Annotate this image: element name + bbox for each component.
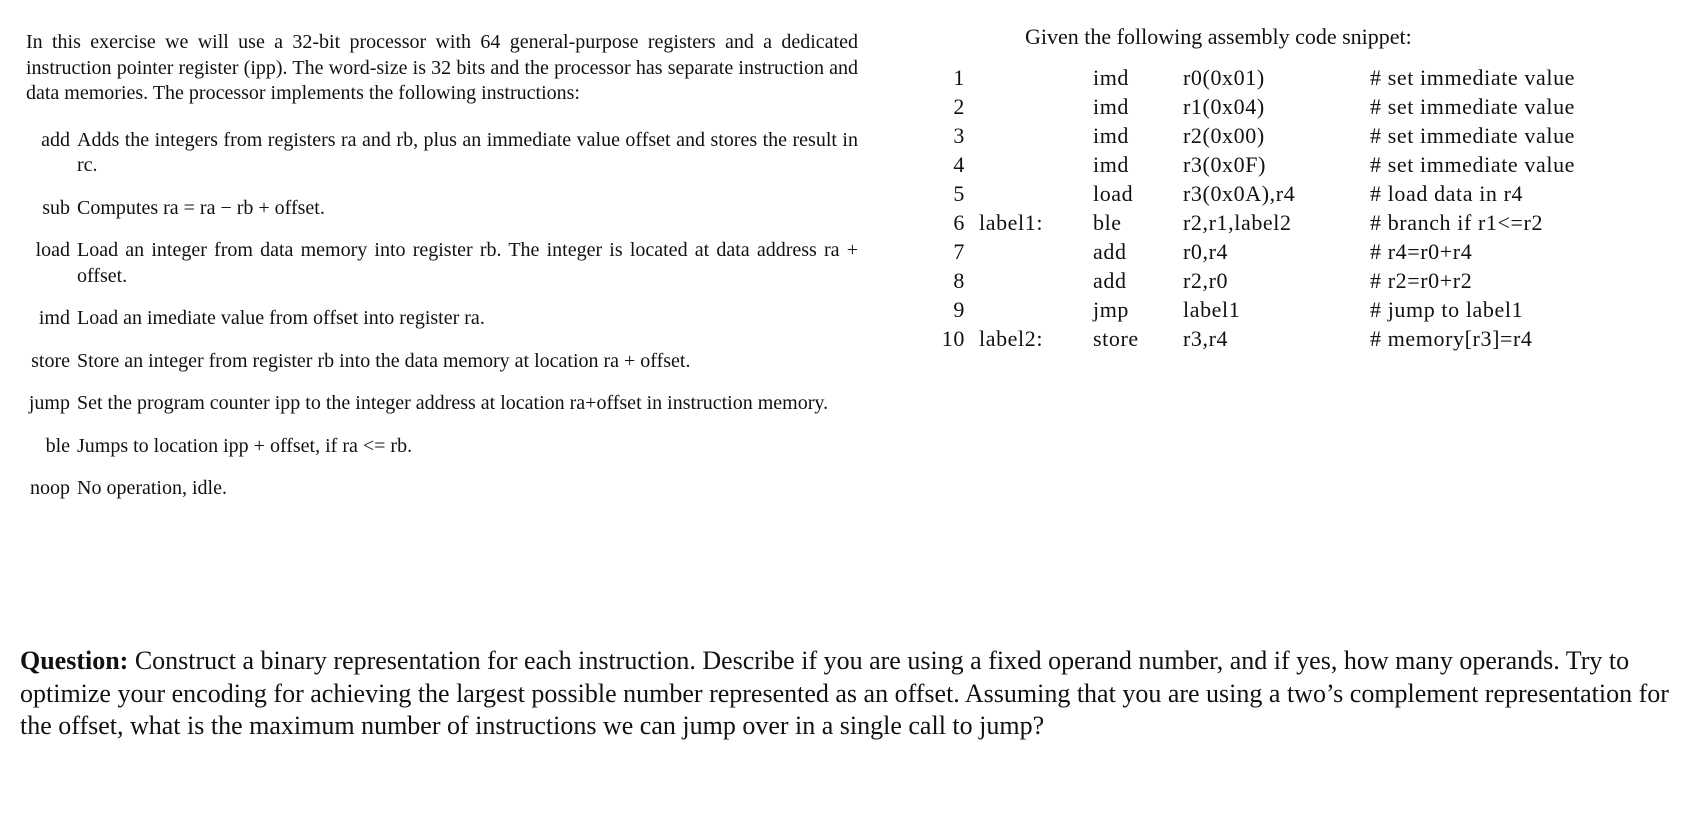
- line-number: 3: [953, 123, 965, 148]
- code-comment: # load data in r4: [1370, 181, 1524, 206]
- code-operands: r2(0x00): [1183, 123, 1265, 148]
- code-operands: r0,r4: [1183, 239, 1229, 264]
- line-number: 9: [953, 297, 965, 322]
- instruction-mnemonic: sub: [42, 196, 70, 219]
- question-label: Question:: [20, 646, 129, 675]
- line-number: 4: [953, 152, 965, 177]
- code-comment: # r2=r0+r2: [1370, 268, 1473, 293]
- code-opcode: jmp: [1093, 297, 1130, 322]
- code-comment: # set immediate value: [1370, 94, 1576, 119]
- line-number: 2: [953, 94, 965, 119]
- code-label: label2:: [979, 326, 1044, 351]
- code-opcode: imd: [1093, 94, 1130, 119]
- line-number: 8: [953, 268, 965, 293]
- code-operands: r3(0x0F): [1183, 152, 1267, 177]
- code-opcode: imd: [1093, 65, 1130, 90]
- instruction-mnemonic: jump: [28, 392, 70, 414]
- code-operands: r2,r0: [1183, 268, 1229, 293]
- instruction-description: Load an imediate value from offset into register ra.: [77, 307, 485, 329]
- instruction-description: Adds the integers from registers ra and rb, plus an immediate value offset and stores the result in rc.: [77, 128, 858, 176]
- code-operands: r2,r1,label2: [1183, 210, 1292, 235]
- code-comment: # jump to label1: [1370, 297, 1524, 322]
- question-paragraph: [20, 645, 1675, 743]
- line-number: 10: [941, 326, 965, 351]
- instruction-item: [20, 306, 858, 332]
- instruction-item: [20, 238, 858, 289]
- code-line: [935, 295, 1694, 324]
- code-title: Given the following assembly code snippet:: [1025, 24, 1412, 49]
- instruction-item: [20, 128, 858, 179]
- code-operands: label1: [1183, 297, 1241, 322]
- code-opcode: load: [1093, 181, 1134, 206]
- code-opcode: add: [1093, 268, 1127, 293]
- code-line: [935, 324, 1694, 353]
- code-comment: # set immediate value: [1370, 123, 1576, 148]
- instruction-item: [20, 391, 858, 417]
- code-line: [935, 179, 1694, 208]
- instruction-mnemonic: ble: [45, 434, 70, 457]
- code-opcode: store: [1093, 326, 1139, 351]
- line-number: 1: [953, 65, 965, 90]
- instruction-description: Computes ra = ra − rb + offset.: [77, 196, 325, 219]
- instruction-mnemonic: add: [41, 128, 70, 151]
- code-line: [935, 208, 1694, 237]
- code-line: [935, 121, 1694, 150]
- intro-paragraph: In this exercise we will use a 32-bit processor with 64 general-purpose registers and a dedicated instruction pointer register (ipp). The word-size is 32 bits and the processor has separate instruction and data memories. The processor implements the following instructions:: [26, 31, 858, 104]
- code-line: [935, 150, 1694, 179]
- code-opcode: add: [1093, 239, 1127, 264]
- code-line: [935, 63, 1694, 92]
- code-comment: # r4=r0+r4: [1370, 239, 1473, 264]
- instruction-list: [20, 128, 858, 502]
- code-operands: r1(0x04): [1183, 94, 1265, 119]
- code-label: label1:: [979, 210, 1044, 235]
- code-comment: # set immediate value: [1370, 65, 1576, 90]
- code-line: [935, 237, 1694, 266]
- code-opcode: imd: [1093, 152, 1130, 177]
- code-comment: # set immediate value: [1370, 152, 1576, 177]
- code-operands: r0(0x01): [1183, 65, 1265, 90]
- line-number: 7: [953, 239, 965, 264]
- instruction-set-section: [20, 30, 858, 519]
- instruction-mnemonic: store: [31, 349, 70, 372]
- instruction-mnemonic: load: [35, 239, 70, 261]
- line-number: 5: [953, 181, 965, 206]
- code-section: [935, 0, 1694, 360]
- instruction-item: [20, 196, 858, 222]
- code-operands: r3,r4: [1183, 326, 1229, 351]
- code-opcode: ble: [1093, 210, 1122, 235]
- code-line: [935, 266, 1694, 295]
- instruction-mnemonic: noop: [30, 477, 70, 499]
- instruction-mnemonic: imd: [38, 307, 70, 329]
- code-operands: r3(0x0A),r4: [1183, 181, 1296, 206]
- code-comment: # branch if r1<=r2: [1370, 210, 1544, 235]
- instruction-item: [20, 349, 858, 375]
- code-opcode: imd: [1093, 123, 1130, 148]
- code-line: [935, 92, 1694, 121]
- instruction-description: Store an integer from register rb into the data memory at location ra + offset.: [77, 349, 691, 372]
- code-comment: # memory[r3]=r4: [1370, 326, 1533, 351]
- code-listing: [935, 63, 1694, 353]
- instruction-description: No operation, idle.: [77, 477, 227, 499]
- instruction-description: Load an integer from data memory into register rb. The integer is located at data address ra + offset.: [77, 239, 858, 287]
- instruction-description: Set the program counter ipp to the integer address at location ra+offset in instruction memory.: [77, 392, 829, 414]
- instruction-description: Jumps to location ipp + offset, if ra <= rb.: [77, 434, 413, 457]
- instruction-item: [20, 434, 858, 460]
- line-number: 6: [953, 210, 965, 235]
- question-text: Construct a binary representation for each instruction. Describe if you are using a fixed operand number, and if yes, how many operands. Try to optimize your encoding for achieving the largest possible number represented as an offset. Assuming that you are using a two’s complement representation for the offset, what is the maximum number of instructions we can jump over in a single call to jump?: [20, 646, 1669, 740]
- instruction-item: [20, 476, 858, 502]
